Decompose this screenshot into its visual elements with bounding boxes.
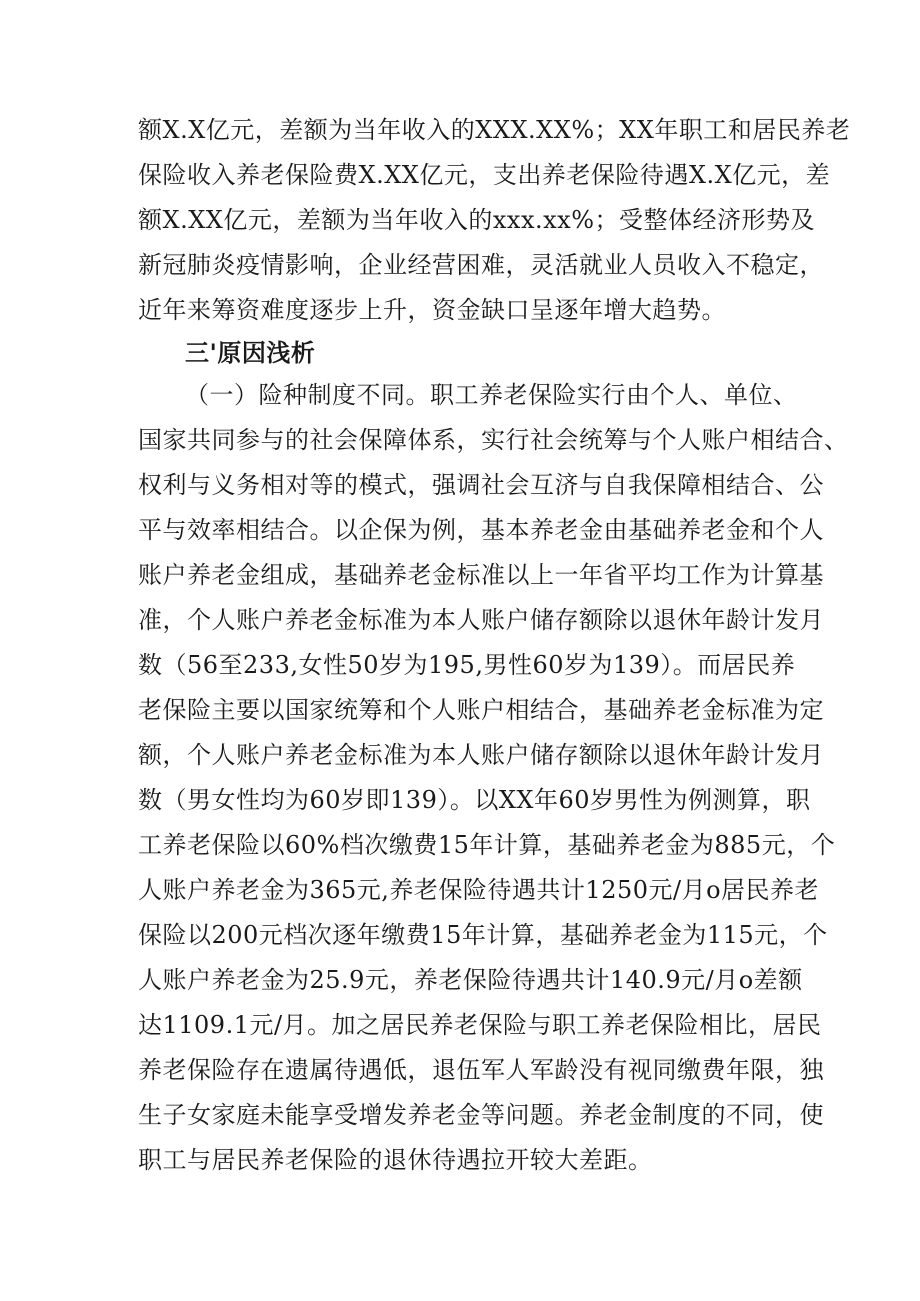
- paragraph-line-4: 新冠肺炎疫情影响，企业经营困难，灵活就业人员收入不稳定，: [138, 251, 824, 279]
- paragraph-line-15: 额，个人账户养老金标准为本人账户储存额除以退休年龄计发月: [138, 741, 824, 769]
- section-heading: 三'原因浅析: [185, 339, 316, 367]
- paragraph-line-2: 保险收入养老保险费X.XX亿元，支出养老保险待遇X.X亿元，差: [138, 161, 831, 189]
- paragraph-line-17: 工养老保险以60%档次缴费15年计算，基础养老金为885元，个: [138, 831, 836, 859]
- paragraph-line-10: 平与效率相结合。以企保为例，基本养老金由基础养老金和个人: [138, 516, 824, 544]
- paragraph-line-7: （一）险种制度不同。职工养老保险实行由个人、单位、: [185, 381, 798, 409]
- paragraph-line-24: 职工与居民养老保险的退休待遇拉开较大差距。: [138, 1146, 653, 1174]
- paragraph-line-9: 权利与义务相对等的模式，强调社会互济与自我保障相结合、公: [138, 471, 824, 499]
- paragraph-line-12: 准，个人账户养老金标准为本人账户储存额除以退休年龄计发月: [138, 606, 824, 634]
- paragraph-line-8: 国家共同参与的社会保障体系，实行社会统筹与个人账户相结合、: [138, 426, 849, 454]
- paragraph-line-14: 老保险主要以国家统筹和个人账户相结合，基础养老金标准为定: [138, 696, 824, 724]
- paragraph-line-16: 数（男女性均为60岁即139）。以XX年60岁男性为例测算，职: [138, 786, 811, 814]
- paragraph-line-13: 数（56至233,女性50岁为195,男性60岁为139）。而居民养: [138, 651, 796, 679]
- paragraph-line-19: 保险以200元档次逐年缴费15年计算，基础养老金为115元，个: [138, 921, 828, 949]
- paragraph-line-3: 额X.XX亿元，差额为当年收入的xxx.xx%；受整体经济形势及: [138, 206, 815, 234]
- paragraph-line-23: 生子女家庭未能享受增发养老金等问题。养老金制度的不同，使: [138, 1101, 824, 1129]
- paragraph-line-11: 账户养老金组成，基础养老金标准以上一年省平均工作为计算基: [138, 561, 824, 589]
- paragraph-line-5: 近年来筹资难度逐步上升，资金缺口呈逐年增大趋势。: [138, 296, 726, 324]
- paragraph-line-1: 额X.X亿元，差额为当年收入的XXX.XX%；XX年职工和居民养老: [138, 116, 851, 144]
- paragraph-line-21: 达1109.1元/月。加之居民养老保险与职工养老保险相比，居民: [138, 1011, 822, 1039]
- paragraph-line-22: 养老保险存在遗属待遇低，退伍军人军龄没有视同缴费年限，独: [138, 1056, 824, 1084]
- paragraph-line-20: 人账户养老金为25.9元，养老保险待遇共计140.9元/月o差额: [138, 966, 803, 994]
- paragraph-line-18: 人账户养老金为365元,养老保险待遇共计1250元/月o居民养老: [138, 876, 820, 904]
